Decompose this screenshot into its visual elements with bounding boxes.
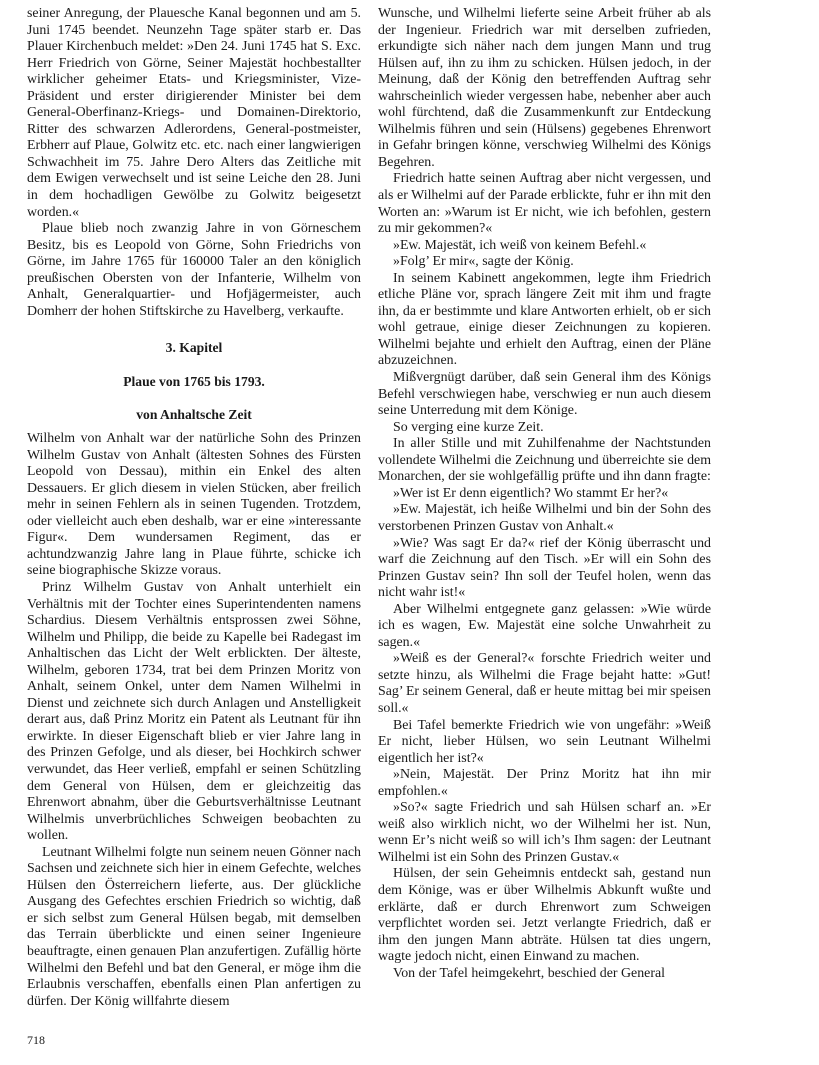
right-column bbox=[378, 6, 711, 982]
paragraph: seiner Anregung, der Plauesche Kanal begonnen und am 5. Juni 1745 beendet. Neunzehn Tage später starb er. Das Plauer Kirchenbuch meldet: »Den 24. Juni 1745 hat S. Exc. Herr Friedrich von Görne, Seiner Majestät hochbestallter wirklicher geheimer Etats- und Kriegsminister, Vize-Präsident und erster dirigierender Minister bei dem General-Oberfinanz-Kriegs- und Domainen-Direktorio, Ritter des schwarzen Adlerordens, General-postmeister, Erbherr auf Plaue, Golwitz etc. etc. nach einer langwierigen Schwachheit im 75. Jahre Dero Alters das Zeitliche mit dem Ewigen verwechselt und ist seine Leiche den 28. Juni in dem hochadligen Gewölbe zu Golwitz beigesetzt worden.« bbox=[27, 6, 361, 220]
paragraph: Wunsche, und Wilhelmi lieferte seine Arbeit früher ab als der Ingenieur. Friedrich war mit derselben zufrieden, erkundigte sich näher nach dem jungen Mann und trug Hülsen auf, ihn zu ihm zu schicken. Hülsen jedoch, in der Meinung, daß der König den betreffenden Auftrag sehr wahrscheinlich wieder vergessen habe, nebenher aber auch wohl fürchtend, daß die Zusammenkunft zur Entdeckung Wilhelmis führen und sein (Hülsens) gegebenes Ehrenwort in Gefahr bringen könne, verschwieg Wilhelmi des Königs Begehren. bbox=[378, 6, 711, 170]
chapter-title: Plaue von 1765 bis 1793. bbox=[123, 373, 265, 389]
paragraph: Friedrich hatte seinen Auftrag aber nicht vergessen, und als er Wilhelmi auf der Parade erblickte, fuhr er ihn mit den Worten an: »Warum ist Er nicht, wie ich befohlen, gestern zu mir gekommen?« bbox=[378, 171, 711, 237]
paragraph: Plaue blieb noch zwanzig Jahre in von Görneschem Besitz, bis es Leopold von Görne, Sohn Friedrichs von Görne, im Jahre 1765 für 160000 Taler an den königlich preußischen Obersten von der Infanterie, Wilhelm von Anhalt, Generalquartier- und Hofjägermeister, auch Domherr der hohen Stiftskirche zu Havelberg, verkaufte. bbox=[27, 221, 361, 319]
paragraph: »Nein, Majestät. Der Prinz Moritz hat ihn mir empfohlen.« bbox=[378, 767, 711, 799]
paragraph: »Folg’ Er mir«, sagte der König. bbox=[393, 254, 574, 270]
paragraph: In aller Stille und mit Zuhilfenahme der Nachtstunden vollendete Wilhelmi die Zeichnung und überreichte sie dem Monarchen, der sie wohlgefällig prüfte und ihn dann fragte: bbox=[378, 436, 711, 485]
chapter-subtitle: von Anhaltsche Zeit bbox=[136, 407, 252, 423]
paragraph: Hülsen, der sein Geheimnis entdeckt sah, gestand nun dem Könige, was er über Wilhelmis Abkunft wußte und erklärte, daß er durch Ehrenwort zum Schweigen verpflichtet worden sei. Jetzt verlangte Friedrich, daß er ihm den jungen Mann abträte. Hülsen tat dies ungern, wagte jedoch nicht, einen Einwand zu machen. bbox=[378, 866, 711, 965]
paragraph: Wilhelm von Anhalt war der natürliche Sohn des Prinzen Wilhelm Gustav von Anhalt (ältesten Sohnes des Fürsten Leopold von Dessau), mithin ein Enkel des alten Dessauers. Er glich diesem in vielen Stücken, aber freilich mehr in seinen Fehlern als in seinen Tugenden. Trotzdem, oder vielleicht auch eben deshalb, war er eine »interessante Figur«. Dem wundersamen Regiment, das er achtundzwanzig Jahre lang in Plaue führte, schicke ich seine biographische Skizze voraus. bbox=[27, 431, 361, 579]
paragraph: »Ew. Majestät, ich heiße Wilhelmi und bin der Sohn des verstorbenen Prinzen Gustav von Anhalt.« bbox=[378, 502, 711, 534]
paragraph: »Weiß es der General?« forschte Friedrich weiter und setzte hinzu, als Wilhelmi die Frage bejaht hatte: »Gut! Sag’ Er seinem General, daß er heute mittag bei mir speisen soll.« bbox=[378, 651, 711, 716]
paragraph: »Ew. Majestät, ich weiß von keinem Befehl.« bbox=[393, 237, 647, 253]
paragraph: Aber Wilhelmi entgegnete ganz gelassen: »Wie würde ich es wagen, Ew. Majestät eine solche Unwahrheit zu sagen.« bbox=[378, 601, 711, 650]
paragraph: Mißvergnügt darüber, daß sein General ihm des Königs Befehl verschwiegen habe, verschwieg er nun auch diesem seine Unterredung mit dem Könige. bbox=[378, 370, 711, 419]
paragraph: So verging eine kurze Zeit. bbox=[393, 419, 544, 435]
paragraph: Prinz Wilhelm Gustav von Anhalt unterhielt ein Verhältnis mit der Tochter eines Superintendenten namens Schardius. Diesem Verhältnis entsprossen zwei Söhne, Wilhelm und Philipp, die beide zu Kapelle bei Radegast im Anhaltischen das Licht der Welt erblickten. Der älteste, Wilhelm, geboren 1734, trat bei dem Prinzen Moritz von Anhalt, seinem Onkel, unter dem Namen Wilhelmi in Dienst und zeichnete sich durch Anlagen und Anstelligkeit derart aus, daß Prinz Moritz ein Patent als Leutnant für ihn erwirkte. In dieser Eigenschaft blieb er vier Jahre lang in des Prinzen Gefolge, und als dieser, bei Hochkirch schwer verwundet, das Heer verließ, empfahl er seinen Schützling dem General von Hülsen, dem er gleichzeitig das Ehrenwort abnahm, über die Geburtsverhältnisse Leutnant Wilhelmis unverbrüchliches Schweigen beobachten zu wollen. bbox=[27, 579, 361, 844]
paragraph: »So?« sagte Friedrich und sah Hülsen scharf an. »Er weiß also wirklich nicht, wo der Wilhelmi her ist. Nun, wenn Er’s nicht weiß so will ich’s Ihm sagen: der Leutnant Wilhelmi ist ein Sohn des Prinzen Gustav.« bbox=[378, 800, 711, 865]
chapter-number: 3. Kapitel bbox=[165, 340, 223, 356]
paragraph: In seinem Kabinett angekommen, legte ihm Friedrich etliche Pläne vor, sprach längere Zeit mit ihm und fragte ihn, da er bestimmte und klare Antworten erhielt, ob er sich wohl getraue, einige dieser Zeichnungen zu kopieren. Wilhelmi bejahte und erhielt den Auftrag, einen der Pläne abzuzeichnen. bbox=[378, 270, 711, 369]
page-number: 718 bbox=[27, 1033, 45, 1047]
paragraph: »Wer ist Er denn eigentlich? Wo stammt Er her?« bbox=[393, 485, 669, 501]
paragraph: Leutnant Wilhelmi folgte nun seinem neuen Gönner nach Sachsen und zeichnete sich hier in einem Gefechte, welches Hülsen den Österreichern lieferte, aus. Der glückliche Ausgang des Gefechtes erschien Friedrich so wichtig, daß er sich selbst zum General Hülsen begab, mit demselben das Terrain überblickte und einen seiner Ingenieure beauftragte, einen genauen Plan anzufertigen. Zufällig hörte Wilhelmi den Befehl und bat den General, er möge ihm die Erlaubnis verschaffen, ebenfalls einen Plan anfertigen zu dürfen. Der König willfahrte diesem bbox=[27, 844, 361, 1009]
paragraph: Bei Tafel bemerkte Friedrich wie von ungefähr: »Weiß Er nicht, lieber Hülsen, wo sein Leutnant Wilhelmi eigentlich her ist?« bbox=[378, 717, 711, 766]
paragraph: »Wie? Was sagt Er da?« rief der König überrascht und warf die Zeichnung auf den Tisch. »Er will ein Sohn des Prinzen Gustav sein? Ihn soll der Teufel holen, wenn das nicht wahr ist!« bbox=[378, 535, 711, 601]
paragraph: Von der Tafel heimgekehrt, beschied der General bbox=[393, 965, 665, 981]
left-column bbox=[27, 6, 361, 1010]
